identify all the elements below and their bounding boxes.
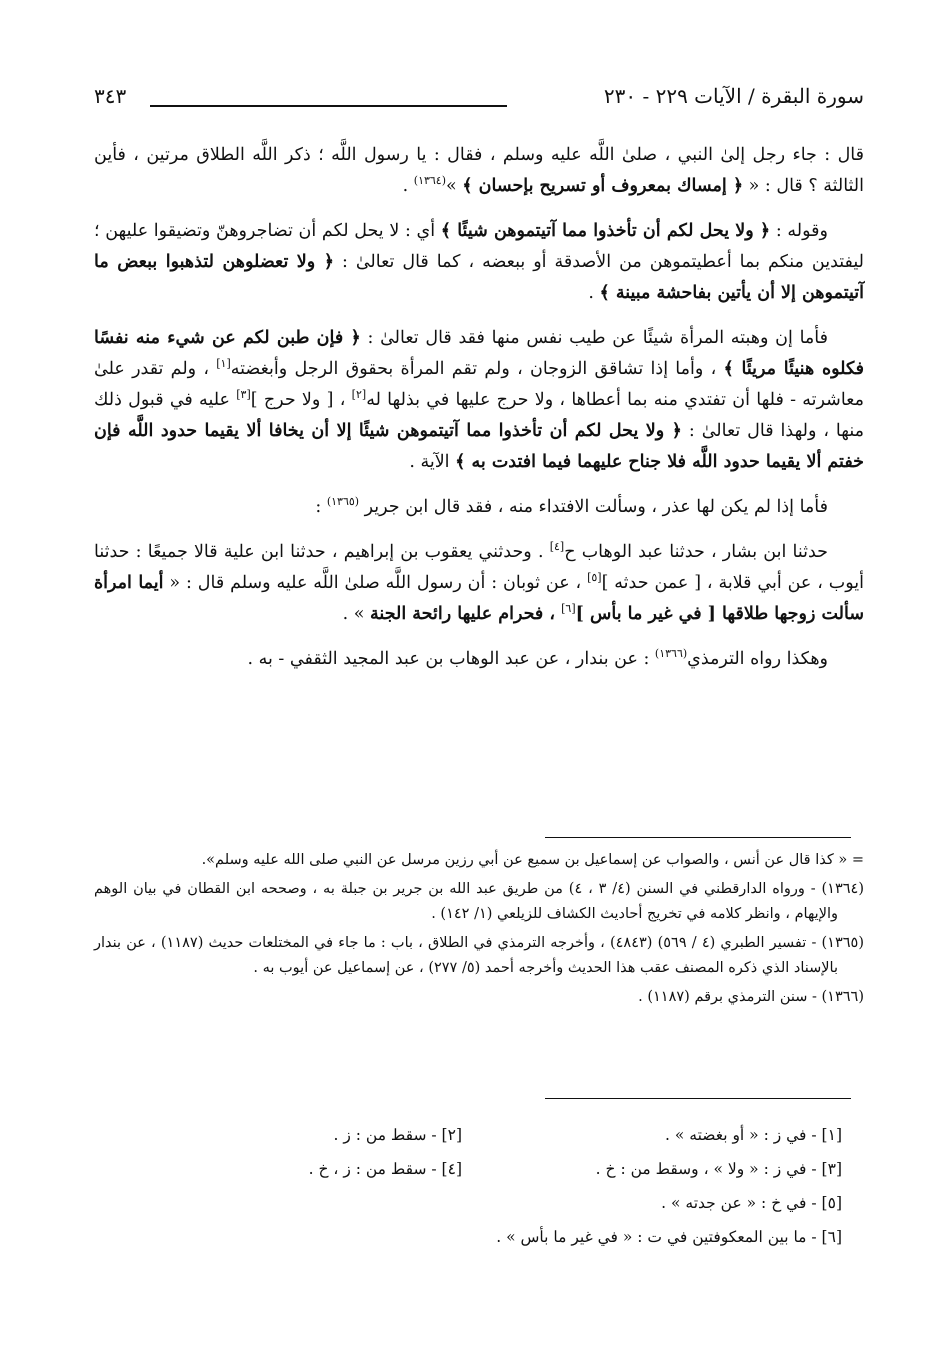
text-run: : xyxy=(315,497,327,517)
paragraph-6 xyxy=(94,644,864,675)
notes-row xyxy=(94,1186,864,1220)
notes-row xyxy=(94,1220,864,1254)
main-text xyxy=(94,140,864,689)
notes-row xyxy=(94,1152,864,1186)
text-run: ، ولم تقدر علىٰ معاشرته - فلها أن تفتدي منه بما أعطاها ، ولا حرج عليها في بذلها له xyxy=(94,359,864,410)
text-run: فأما إذا لم يكن لها عذر ، وسألت الافتداء منه ، فقد قال ابن جرير xyxy=(359,497,828,517)
quran-quote: ﴿ ولا يحل لكم أن تأخذوا مما آتيتموهن شيئًا ﴾ xyxy=(440,221,771,241)
note-5: [٥] - في خ : « عن جدته » . xyxy=(661,1194,842,1212)
note-ref: [٦] xyxy=(561,602,576,616)
footnote-separator xyxy=(545,837,851,838)
text-run: فأما إن وهبته المرأة شيئًا عن طيب نفس منها فقد قال تعالىٰ : xyxy=(360,328,828,348)
text-run: » . xyxy=(342,604,371,624)
text-run: . xyxy=(402,176,414,196)
note-6: [٦] - ما بين المعكوفتين في ت : « في غير ما بأس » . xyxy=(496,1228,842,1246)
footnote-1365: (١٣٦٥) - تفسير الطبري (٤ / ٥٦٩) (٤٨٤٣) ، وأخرجه الترمذي في الطلاق ، باب : ما جاء في المختلعات حديث (١١٨٧) ، عن بندار بالإسناد الذي ذكره المصنف عقب هذا الحديث وأخرجه أحمد (٥/ ٢٧٧) ، عن إسماعيل عن أيوب به . xyxy=(94,934,864,976)
hadith-quote: أيما امرأة سألت زوجها طلاقها [ في غير ما بأس ] xyxy=(94,573,864,624)
quran-quote: ﴿ ولا يحل لكم أن تأخذوا مما آتيتموهن شيئًا إلا أن يخافا ألا يقيما حدود اللَّه فإن خفتم ألا يقيما حدود اللَّه فلا جناح عليهما فيما افتدت به ﴾ xyxy=(94,421,864,472)
note-ref: [٤] xyxy=(549,540,565,554)
text-run: ، وأما إذا تشاقق الزوجان ، ولم تقم المرأة بحقوق الرجل وأبغضته xyxy=(230,359,724,379)
footnote-ref: (١٣٦٤) xyxy=(413,174,447,188)
paragraph-5 xyxy=(94,537,864,630)
text-run: » xyxy=(446,176,463,196)
note-ref: [٢] xyxy=(351,388,367,402)
footnote-continuation: = « كذا قال عن أنس ، والصواب عن إسماعيل بن سميع عن أبي رزين مرسل عن النبي صلى الله عليه وسلم». xyxy=(201,852,864,868)
quran-quote: ﴿ ولا تعضلوهن لتذهبوا ببعض ما آتيتموهن إلا أن يأتين بفاحشة مبينة ﴾ xyxy=(94,252,864,303)
note-3: [٣] - في ز : « ولا » ، وسقط من : خ . xyxy=(595,1160,842,1178)
notes-separator xyxy=(545,1098,851,1099)
text-run: الآية . xyxy=(409,452,456,472)
paragraph-2 xyxy=(94,216,864,309)
header-rule xyxy=(150,105,507,107)
quran-quote: ﴿ إمساك بمعروف أو تسريح بإحسان ﴾ xyxy=(462,176,744,196)
note-2: [٢] - سقط من : ز . xyxy=(333,1126,462,1144)
manuscript-notes xyxy=(94,1118,864,1254)
paragraph-1 xyxy=(94,140,864,202)
text-run: : عن بندار ، عن عبد الوهاب بن عبد المجيد الثقفي - به . xyxy=(247,649,655,669)
paragraph-4 xyxy=(94,492,864,523)
notes-row xyxy=(94,1118,864,1152)
footnote-1364: (١٣٦٤) - ورواه الدارقطني في السنن (٤/ ٣ ، ٤) من طريق عبد الله بن جرير بن جبلة به ، وصححه ابن القطان في بيان الوهم والإيهام ، وانظر كلامه في تخريج أحاديث الكشاف للزيلعي (١/ ١٤٢) . xyxy=(94,880,864,922)
text-run: ، [ ولا حرج xyxy=(257,390,352,410)
hadith-quote: ، فحرام عليها رائحة الجنة xyxy=(370,604,562,624)
page-number: ٣٤٣ xyxy=(94,84,127,108)
text-run: أي : لا يحل لكم أن تضاجروهنّ وتضيقوا عليهن ؛ ليفتدين منكم بما أعطيتموهن من الأصدقة أو ببعضه ، كما قال تعالىٰ : xyxy=(94,221,864,272)
text-run: قال : جاء رجل إلىٰ النبي ، صلىٰ اللَّه عليه وسلم ، فقال : يا رسول اللَّه ؛ ذكر اللَّه الطلاق مرتين ، فأين الثالثة ؟ قال : « xyxy=(94,145,864,196)
running-title: سورة البقرة / الآيات ٢٢٩ - ٢٣٠ xyxy=(603,84,864,108)
footnote-1366: (١٣٦٦) - سنن الترمذي برقم (١١٨٧) . xyxy=(638,988,864,1005)
text-run: . وحدثني يعقوب بن إبراهيم ، حدثنا ابن علية قالا جميعًا : حدثنا أيوب ، عن أبي قلابة ، [ عمن حدثه ] xyxy=(94,542,865,593)
note-ref: [٣] xyxy=(236,388,251,402)
text-run: . xyxy=(588,283,600,303)
quran-quote: ﴿ فإن طبن لكم عن شيء منه نفسًا فكلوه هنيئًا مريئًا ﴾ xyxy=(94,328,865,379)
bracket: ] xyxy=(250,390,258,410)
paragraph-3 xyxy=(94,323,864,478)
page-header xyxy=(94,84,864,114)
text-run: ، عن ثوبان : أن رسول اللَّه صلىٰ اللَّه عليه وسلم قال : « xyxy=(163,573,588,593)
text-run: وهكذا رواه الترمذي xyxy=(687,649,828,669)
footnote-ref: (١٣٦٥) xyxy=(326,495,360,509)
note-1: [١] - في ز : « أو بغضته » . xyxy=(665,1126,842,1144)
note-ref: [٥] xyxy=(587,571,602,585)
note-ref: [١] xyxy=(216,357,231,371)
footnotes xyxy=(94,848,864,1013)
text-run: عليه في قبول ذلك منها ، ولهذا قال تعالىٰ : xyxy=(94,390,864,441)
text-run: حدثنا ابن بشار ، حدثنا عبد الوهاب ح xyxy=(564,542,828,562)
footnote-ref: (١٣٦٦) xyxy=(654,647,688,661)
text-run: وقوله : xyxy=(770,221,828,241)
note-4: [٤] - سقط من : ز ، خ . xyxy=(308,1160,462,1178)
